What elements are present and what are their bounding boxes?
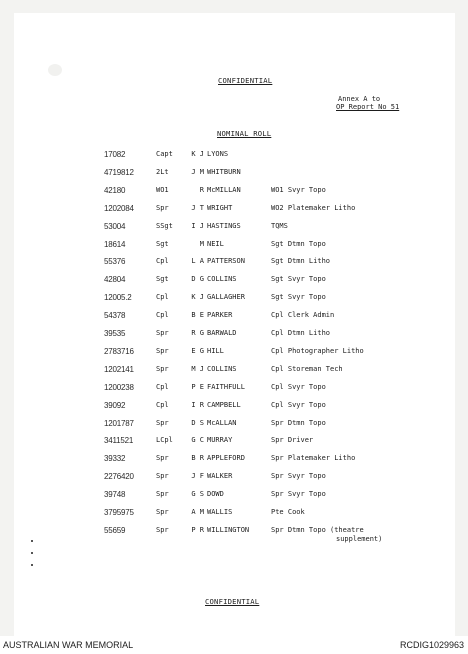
rank: Sgt: [156, 239, 169, 248]
rank: Spr: [156, 472, 169, 481]
roll-row: [0, 436, 468, 450]
roll-row: [0, 490, 468, 504]
rank: Spr: [156, 525, 169, 534]
roll-row: [0, 383, 468, 397]
roll-row: [0, 454, 468, 468]
roll-row: [0, 365, 468, 379]
appointment: TQMS: [271, 221, 288, 230]
initials: D G: [191, 275, 204, 284]
surname: CAMPBELL: [207, 400, 241, 409]
service-number: 1201787: [104, 418, 134, 428]
appointment-continued: supplement): [336, 534, 383, 543]
roll-row: [0, 222, 468, 236]
service-number: 42180: [104, 185, 126, 195]
rank: Spr: [156, 346, 169, 355]
initials: D S: [191, 418, 204, 427]
rank: Spr: [156, 418, 169, 427]
appointment: Spr Svyr Topo: [271, 490, 326, 499]
rank: Cpl: [156, 400, 169, 409]
service-number: 18614: [104, 239, 126, 249]
appointment: Pte Cook: [271, 508, 305, 516]
classification-top: CONFIDENTIAL: [218, 76, 273, 85]
rank: Cpl: [156, 311, 169, 320]
service-number: 39535: [104, 329, 126, 338]
roll-row: [0, 150, 468, 164]
initials: I R: [191, 400, 204, 409]
rank: 2Lt: [156, 167, 169, 176]
rank: LCpl: [156, 436, 173, 445]
surname: McMILLAN: [207, 185, 241, 194]
surname: COLLINS: [207, 275, 237, 284]
surname: WRIGHT: [207, 203, 233, 212]
initials: G S: [191, 490, 204, 499]
service-number: 54378: [104, 311, 126, 321]
initials: B E: [191, 311, 204, 320]
rank: Cpl: [156, 257, 169, 266]
service-number: 39092: [104, 400, 126, 410]
annex-line-1: Annex A to: [338, 95, 381, 103]
initials: E G: [191, 346, 204, 355]
margin-marks: [31, 540, 33, 576]
service-number: 55376: [104, 257, 126, 267]
service-number: 3411521: [104, 436, 134, 446]
surname: NEIL: [207, 239, 224, 248]
roll-row: [0, 186, 468, 200]
surname: COLLINS: [207, 364, 237, 373]
rank: Spr: [156, 454, 169, 463]
initials: J M: [191, 167, 204, 176]
initials: K J: [191, 293, 204, 302]
initials: P E: [191, 382, 204, 391]
annex-reference: [338, 95, 399, 111]
roll-row: [0, 525, 468, 543]
surname: WILLINGTON: [207, 525, 250, 534]
roll-row: [0, 419, 468, 433]
rank: Cpl: [156, 293, 169, 302]
appointment: Spr Svyr Topo: [271, 472, 326, 481]
surname: PARKER: [207, 311, 233, 320]
service-number: 1202141: [104, 364, 134, 374]
service-number: 53004: [104, 221, 126, 231]
appointment: Cpl Clerk Admin: [271, 311, 335, 320]
service-number: 42804: [104, 275, 126, 285]
initials: P R: [191, 525, 204, 534]
service-number: 2276420: [104, 472, 134, 482]
surname: BARWALD: [207, 329, 237, 337]
appointment: Sgt Svyr Topo: [271, 275, 326, 284]
appointment: Cpl Svyr Topo: [271, 382, 326, 391]
service-number: 4719812: [104, 167, 134, 177]
rank: Spr: [156, 490, 169, 499]
roll-row: [0, 311, 468, 325]
service-number: 39748: [104, 490, 126, 500]
appointment: Cpl Dtmn Litho: [271, 329, 331, 337]
surname: WALLIS: [207, 508, 233, 516]
initials: K J: [191, 150, 204, 158]
appointment: Cpl Photographer Litho: [271, 346, 364, 355]
annex-line-2: OP Report No 51: [336, 103, 400, 111]
roll-row: [0, 293, 468, 307]
rank: SSgt: [156, 221, 173, 230]
service-number: 2783716: [104, 346, 134, 356]
surname: LYONS: [207, 150, 229, 158]
surname: HILL: [207, 346, 224, 355]
appointment: Cpl Svyr Topo: [271, 400, 326, 409]
archive-footer: [0, 636, 468, 654]
surname: APPLEFORD: [207, 454, 245, 463]
surname: WALKER: [207, 472, 233, 481]
surname: FAITHFULL: [207, 382, 245, 391]
appointment: Sgt Dtmn Topo: [271, 239, 326, 248]
appointment: Spr Dtmn Topo (theatre: [271, 525, 364, 534]
roll-row: [0, 472, 468, 486]
appointment: WO1 Svyr Topo: [271, 185, 326, 194]
initials: M: [199, 239, 204, 248]
service-number: 1200238: [104, 382, 134, 392]
punch-hole: [48, 64, 62, 76]
surname: HASTINGS: [207, 221, 241, 230]
surname: MURRAY: [207, 436, 233, 445]
service-number: 12005.2: [104, 293, 132, 303]
rank: Spr: [156, 203, 169, 212]
rank: Spr: [156, 508, 169, 516]
rank: Sgt: [156, 275, 169, 284]
service-number: 17082: [104, 150, 126, 159]
rank: WO1: [156, 185, 169, 194]
appointment: WO2 Platemaker Litho: [271, 203, 356, 212]
roll-row: [0, 275, 468, 289]
surname: McALLAN: [207, 418, 237, 427]
initials: I J: [191, 221, 204, 230]
initials: R G: [191, 329, 204, 337]
appointment: Sgt Dtmn Litho: [271, 257, 331, 266]
appointment: Sgt Svyr Topo: [271, 293, 326, 302]
archive-id: RCDIG1029963: [399, 640, 464, 650]
roll-row: [0, 257, 468, 271]
initials: B R: [191, 454, 204, 463]
service-number: 1202084: [104, 203, 134, 213]
appointment: Spr Platemaker Litho: [271, 454, 356, 463]
appointment: Spr Driver: [271, 436, 314, 445]
service-number: 55659: [104, 525, 126, 535]
classification-bottom: CONFIDENTIAL: [205, 597, 260, 606]
archive-name: AUSTRALIAN WAR MEMORIAL: [3, 640, 134, 650]
rank: Spr: [156, 329, 169, 337]
rank: Cpl: [156, 382, 169, 391]
appointment: Spr Dtmn Topo: [271, 418, 326, 427]
initials: L A: [191, 257, 204, 266]
roll-row: [0, 240, 468, 254]
surname: WHITBURN: [207, 167, 241, 176]
initials: A M: [191, 508, 204, 516]
initials: G C: [191, 436, 204, 445]
roll-row: [0, 329, 468, 343]
rank: Capt: [156, 150, 173, 158]
surname: PATTERSON: [207, 257, 245, 266]
roll-row: [0, 401, 468, 415]
service-number: 3795975: [104, 508, 134, 517]
roll-row: [0, 347, 468, 361]
surname: DOWD: [207, 490, 224, 499]
initials: J T: [191, 203, 204, 212]
initials: J F: [191, 472, 204, 481]
initials: M J: [191, 364, 204, 373]
roll-row: [0, 204, 468, 218]
roll-row: [0, 508, 468, 522]
document-title: NOMINAL ROLL: [217, 129, 272, 138]
appointment: Cpl Storeman Tech: [271, 364, 343, 373]
service-number: 39332: [104, 454, 126, 464]
roll-row: [0, 168, 468, 182]
initials: R: [199, 185, 204, 194]
surname: GALLAGHER: [207, 293, 245, 302]
rank: Spr: [156, 364, 169, 373]
